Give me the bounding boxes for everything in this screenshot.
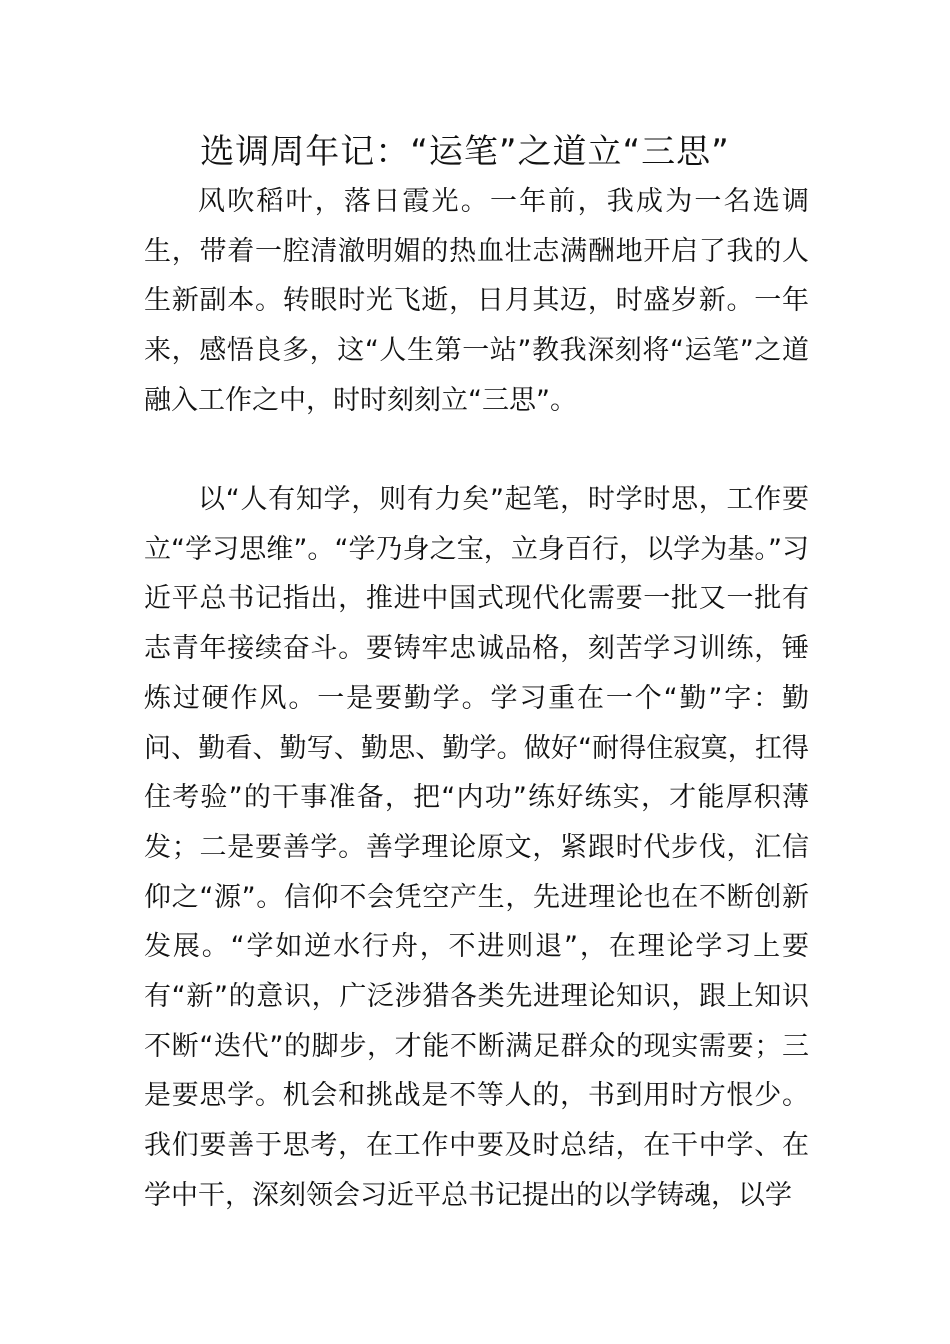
paragraph-learning-thinking: 以“人有知学，则有力矣”起笔，时学时思，工作要立“学习思维”。“学乃身之宝，立身百行，以学为基。”习近平总书记指出，推进中国式现代化需要一批又一批有志青年接续奋斗。要铸牢忠诚品格，刻苦学习训练，锤炼过硬作风。一是要勤学。学习重在一个“勤”字：勤问、勤看、勤写、勤思、勤学。做好“耐得住寂寞，扛得住考验”的干事准备，把“内功”练好练实，才能厚积薄发；二是要善学。善学理论原文，紧跟时代步伐，汇信仰之“源”。信仰不会凭空产生，先进理论也在不断创新发展。“学如逆水行舟，不进则退”，在理论学习上要有“新”的意识，广泛涉猎各类先进理论知识，跟上知识不断“迭代”的脚步，才能不断满足群众的现实需要；三是要思学。机会和挑战是不等人的，书到用时方恨少。我们要善于思考，在工作中要及时总结，在干中学、在学中干，深刻领会习近平总书记提出的以学铸魂，以学 [144,484,809,1211]
paragraph-intro: 风吹稻叶，落日霞光。一年前，我成为一名选调生，带着一腔清澈明媚的热血壮志满酬地开启了我的人生新副本。转眼时光飞逝，日月其迈，时盛岁新。一年来，感悟良多，这“人生第一站”教我深刻将“运笔”之道融入工作之中，时时刻刻立“三思”。 [144,186,809,416]
document-title: 选调周年记：“运笔”之道立“三思” [200,132,730,172]
